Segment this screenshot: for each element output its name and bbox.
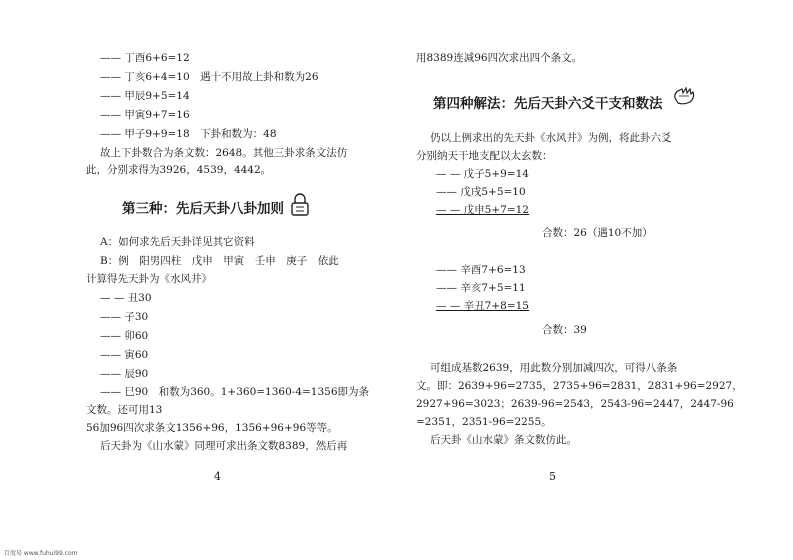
- right-page: [396, 0, 793, 560]
- trigram-line: —— 辛亥7+5=11: [436, 282, 526, 294]
- trigram-line: — — 戊子5+9=14: [436, 168, 529, 180]
- text-line: —— 甲辰9+5=14: [100, 90, 190, 102]
- sum-line: 合数：39: [542, 324, 587, 336]
- text-line: 用8389连减96四次求出四个条文。: [416, 52, 583, 64]
- section-heading: 第三种：先后天卦八卦加则: [122, 201, 284, 217]
- text-line: 后天卦为《山水蒙》同理可求出条文数8389，然后再: [100, 440, 348, 452]
- text-line: 故上下卦数合为条文数：2648。其他三卦求条文法仿: [100, 147, 348, 159]
- lock-icon: [290, 193, 310, 217]
- left-page: [0, 0, 396, 560]
- text-line: =2351，2351-96=2255。: [416, 416, 552, 428]
- text-line: 文。即：2639+96=2735，2735+96=2831，2831+96=2927，: [416, 380, 743, 392]
- hand-icon: [672, 85, 696, 107]
- page-number: 5: [549, 470, 556, 483]
- text-line: 计算得先天卦为《水风井》: [86, 273, 212, 285]
- text-line: —— 丁亥6+4=10 遇十不用故上卦和数为26: [100, 71, 319, 83]
- text-line: A：如何求先后天卦详见其它资料: [100, 236, 255, 248]
- trigram-line: —— 子30: [100, 311, 149, 323]
- sum-line: 合数：26（遇10不加）: [542, 227, 653, 239]
- trigram-line: —— 巳90 和数为360。1+360=1360-4=1356即为条: [100, 386, 370, 398]
- text-line: 后天卦《山水蒙》条文数仿此。: [430, 434, 577, 446]
- text-line: —— 甲子9+9=18 下卦和数为：48: [100, 128, 277, 140]
- text-line: 此，分别求得为3926，4539，4442。: [86, 164, 272, 176]
- trigram-line: — — 辛丑7+8=15: [436, 300, 529, 312]
- footer-watermark: 百度易 www.fuhui99.com: [4, 550, 78, 557]
- trigram-line: —— 卯60: [100, 330, 149, 342]
- trigram-line: —— 辛酉7+6=13: [436, 264, 526, 276]
- text-line: 2927+96=3023；2639-96=2543，2543-96=2447，2447-96: [416, 398, 734, 410]
- trigram-line: —— 戊戌5+5=10: [436, 186, 526, 198]
- trigram-line: — — 戊申5+7=12: [436, 204, 529, 216]
- text-line: —— 丁酉6+6=12: [100, 52, 190, 64]
- trigram-line: —— 寅60: [100, 349, 149, 361]
- text-line: —— 甲寅9+7=16: [100, 109, 190, 121]
- text-line: 文数。还可用13: [86, 404, 163, 416]
- page-number: 4: [214, 470, 221, 483]
- text-line: 仍以上例求出的先天卦《水风井》为例，将此卦六爻: [430, 132, 672, 144]
- text-line: B：例 阳男四柱 戊申 甲寅 壬申 庚子 依此: [100, 255, 339, 267]
- text-line: 56加96四次求条文1356+96，1356+96+96等等。: [86, 422, 338, 434]
- text-line: 可组成基数2639，用此数分别加减四次，可得八条条: [430, 362, 678, 374]
- text-line: 分别纳天干地支配以太玄数：: [416, 150, 553, 162]
- trigram-line: — — 丑30: [100, 292, 152, 304]
- trigram-line: —— 辰90: [100, 368, 149, 380]
- section-heading: 第四种解法：先后天卦六爻干支和数法: [433, 96, 663, 112]
